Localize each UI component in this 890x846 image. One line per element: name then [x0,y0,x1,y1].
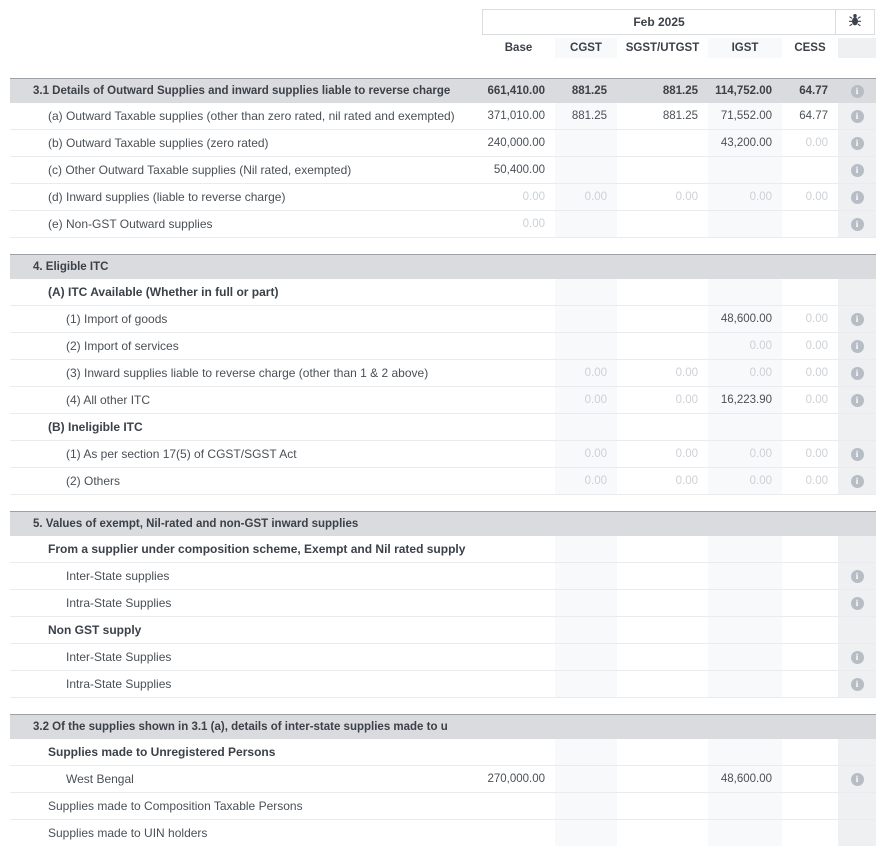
cell-cess [782,211,838,237]
report-section-3 [10,511,876,698]
cell-base [482,512,555,536]
info-cell [838,590,876,616]
cell-sgst [617,211,708,237]
report-row [10,468,876,495]
cell-sgst [617,644,708,670]
info-icon[interactable]: i [851,475,864,488]
report-row [10,441,876,468]
report-row [10,387,876,414]
cell-base [482,644,555,670]
cell-base: 0.00 [522,191,545,203]
cell-cess: 0.00 [805,367,828,379]
cell-sgst: 881.25 [662,110,698,122]
cell-cgst [555,793,617,819]
info-cell [838,387,876,413]
period-label: Feb 2025 [633,15,685,29]
cell-igst [708,563,782,589]
row-label: (3) Inward supplies liable to reverse charge (other than 1 & 2 above) [66,366,429,380]
row-label: West Bengal [66,772,134,786]
cell-igst: 0.00 [708,441,782,467]
cell-igst [708,793,782,819]
info-cell [838,820,876,846]
cell-cgst: 0.00 [555,184,617,210]
section-header[interactable] [10,511,876,536]
cell-cess: 0.00 [805,340,828,352]
cell-base [482,590,555,616]
cell-cgst: 881.25 [555,103,617,129]
info-cell [838,536,876,562]
info-cell [838,793,876,819]
report-section-1 [10,78,876,238]
row-label: Supplies made to UIN holders [48,826,208,840]
report-section-4 [10,714,876,846]
cell-cess [782,536,838,562]
cell-base [482,563,555,589]
info-cell [838,79,876,103]
tax-report-table [10,78,876,846]
cell-sgst [617,590,708,616]
cell-igst: 0.00 [708,468,782,494]
cell-sgst [617,715,708,739]
cell-cess [782,644,838,670]
report-row [10,766,876,793]
cell-cess: 0.00 [805,191,828,203]
cell-base [482,360,555,386]
cell-cgst [555,617,617,643]
row-label: (2) Import of services [66,339,179,353]
report-row [10,536,876,563]
info-cell [838,103,876,129]
row-label: (a) Outward Taxable supplies (other than zero rated, nil rated and exempted) [48,109,455,123]
cell-sgst: 881.25 [662,85,698,97]
cell-cgst: 0.00 [555,441,617,467]
info-cell [838,715,876,739]
info-cell [838,563,876,589]
cell-cgst: 0.00 [555,387,617,413]
cell-cess [782,793,838,819]
cell-base [482,306,555,332]
cell-base: 371,010.00 [487,110,545,122]
cell-base [482,441,555,467]
cell-igst [708,739,782,765]
info-icon[interactable]: i [851,340,864,353]
cell-igst [708,211,782,237]
info-icon[interactable]: i [851,448,864,461]
info-cell [838,279,876,305]
row-label: Non GST supply [48,623,142,637]
info-cell [838,441,876,467]
report-row [10,820,876,846]
cell-cgst [555,671,617,697]
info-icon[interactable]: i [851,678,864,691]
section-header[interactable] [10,714,876,739]
info-icon[interactable]: i [851,651,864,664]
cell-cess [782,563,838,589]
bug-icon [848,13,862,32]
cell-cgst [555,590,617,616]
report-row [10,306,876,333]
info-icon[interactable]: i [851,137,864,150]
cell-sgst: 0.00 [675,367,698,379]
cell-igst: 0.00 [708,184,782,210]
column-header-info [838,38,876,58]
info-icon[interactable]: i [851,367,864,380]
cell-base [482,820,555,846]
info-cell [838,333,876,359]
cell-cgst [555,255,617,279]
report-row [10,157,876,184]
report-row [10,563,876,590]
info-cell [838,512,876,536]
cell-igst [708,715,782,739]
row-label: Inter-State Supplies [66,650,172,664]
cell-cgst [555,715,617,739]
row-label: From a supplier under composition scheme, Exempt and Nil rated supply [48,542,466,556]
cell-cess: 0.00 [805,394,828,406]
cell-base [482,468,555,494]
cell-cgst [555,157,617,183]
report-row [10,739,876,766]
column-header-row [10,38,890,58]
cell-igst [708,644,782,670]
cell-sgst [617,333,708,359]
report-row [10,617,876,644]
info-icon[interactable]: i [851,773,864,786]
cell-cess [782,671,838,697]
cell-base: 50,400.00 [493,164,545,176]
cell-sgst [617,671,708,697]
cell-cess [782,255,838,279]
cell-cess: 0.00 [805,313,828,325]
cell-cgst [555,563,617,589]
info-cell [838,306,876,332]
info-cell [838,766,876,792]
section-header[interactable] [10,254,876,279]
cell-cgst [555,644,617,670]
row-label: Supplies made to Unregistered Persons [48,745,276,759]
report-row [10,184,876,211]
report-row [10,211,876,238]
cell-base [482,739,555,765]
cell-sgst: 0.00 [675,475,698,487]
cell-igst [708,617,782,643]
cell-base [482,387,555,413]
cell-igst: 0.00 [708,333,782,359]
info-icon[interactable]: i [851,597,864,610]
section-header[interactable] [10,78,876,103]
info-icon[interactable]: i [851,394,864,407]
cell-sgst [617,306,708,332]
info-cell [838,671,876,697]
info-cell [838,617,876,643]
cell-cgst: 0.00 [555,360,617,386]
cell-sgst: 0.00 [675,394,698,406]
cell-sgst [617,563,708,589]
cell-sgst [617,279,708,305]
cell-base: 661,410.00 [487,85,545,97]
row-label: (A) ITC Available (Whether in full or part) [48,285,279,299]
column-header-base: Base [504,42,533,54]
info-cell [838,644,876,670]
cell-base [482,255,555,279]
row-label: (e) Non-GST Outward supplies [48,217,213,231]
cell-cgst [555,130,617,156]
cell-igst: 16,223.90 [708,387,782,413]
report-row [10,130,876,157]
cell-cess [782,617,838,643]
report-row [10,793,876,820]
report-row [10,279,876,306]
info-icon[interactable]: i [851,191,864,204]
column-header-spacer [10,38,482,58]
section-title: 3.1 Details of Outward Supplies and inward supplies liable to reverse charge [33,85,451,97]
cell-igst: 48,600.00 [708,766,782,792]
cell-cess: 0.00 [805,137,828,149]
column-header-cgst: CGST [555,38,617,58]
cell-cess [782,279,838,305]
cell-cess: 64.77 [799,85,828,97]
cell-sgst [617,820,708,846]
cell-igst [708,414,782,440]
info-icon[interactable]: i [851,218,864,231]
info-cell [838,360,876,386]
cell-igst [708,157,782,183]
report-row [10,671,876,698]
period-selector[interactable] [482,9,836,35]
row-label: (B) Ineligible ITC [48,420,143,434]
cell-base: 0.00 [522,218,545,230]
cell-cess [782,715,838,739]
section-title: 5. Values of exempt, Nil-rated and non-GST inward supplies [33,518,359,530]
column-header-igst: IGST [708,38,782,58]
cell-base [482,279,555,305]
info-cell [838,130,876,156]
cell-sgst [617,255,708,279]
cell-base [482,793,555,819]
row-label: Intra-State Supplies [66,596,172,610]
info-cell [838,184,876,210]
cell-cess: 0.00 [805,448,828,460]
cell-cess [782,512,838,536]
section-title: 4. Eligible ITC [33,261,109,273]
cell-igst [708,512,782,536]
cell-sgst [617,739,708,765]
cell-sgst [617,512,708,536]
cell-cess [782,820,838,846]
cell-igst [708,279,782,305]
section-title: 3.2 Of the supplies shown in 3.1 (a), details of inter-state supplies made to u [33,721,448,733]
cell-base [482,617,555,643]
cell-sgst: 0.00 [675,191,698,203]
cell-igst [708,820,782,846]
cell-cgst: 881.25 [571,85,607,97]
info-icon[interactable]: i [851,164,864,177]
info-cell [838,157,876,183]
cell-igst: 0.00 [708,360,782,386]
row-label: (2) Others [66,474,121,488]
report-row [10,333,876,360]
cell-sgst [617,766,708,792]
info-icon[interactable]: i [851,313,864,326]
cell-cgst [555,512,617,536]
cell-cess [782,590,838,616]
info-cell [838,211,876,237]
cell-cess [782,157,838,183]
report-row [10,590,876,617]
cell-base: 270,000.00 [487,773,545,785]
cell-cgst: 0.00 [555,468,617,494]
row-label: Supplies made to Composition Taxable Persons [48,799,303,813]
cell-sgst [617,617,708,643]
info-cell [838,414,876,440]
report-row [10,644,876,671]
cell-igst [708,255,782,279]
cell-cgst [555,739,617,765]
cell-cess [782,766,838,792]
info-cell [838,739,876,765]
report-period-header [482,9,890,35]
cell-cgst [555,279,617,305]
cell-cgst [555,536,617,562]
row-label: Intra-State Supplies [66,677,172,691]
info-icon[interactable]: i [851,110,864,123]
cell-cess: 0.00 [805,475,828,487]
cell-base [482,715,555,739]
report-row [10,103,876,130]
row-label: (d) Inward supplies (liable to reverse charge) [48,190,286,204]
row-label: (1) Import of goods [66,312,168,326]
column-header-cess: CESS [794,42,826,54]
info-icon[interactable]: i [851,85,864,98]
cell-base [482,414,555,440]
cell-cess [782,739,838,765]
cell-base [482,536,555,562]
cell-sgst [617,536,708,562]
cell-cess [782,414,838,440]
cell-cgst [555,820,617,846]
cell-cgst [555,211,617,237]
cell-base [482,333,555,359]
debug-button[interactable] [835,9,875,35]
cell-igst [708,590,782,616]
cell-igst: 43,200.00 [708,130,782,156]
cell-igst [708,671,782,697]
cell-cgst [555,766,617,792]
row-label: Inter-State supplies [66,569,170,583]
cell-igst: 48,600.00 [708,306,782,332]
cell-cgst [555,306,617,332]
cell-sgst [617,414,708,440]
info-icon[interactable]: i [851,570,864,583]
column-header-sgst-utgst: SGST/UTGST [625,42,700,54]
cell-base [482,671,555,697]
info-cell [838,468,876,494]
row-label: (c) Other Outward Taxable supplies (Nil rated, exempted) [48,163,352,177]
report-section-2 [10,254,876,495]
cell-cgst [555,333,617,359]
report-row [10,414,876,441]
row-label: (1) As per section 17(5) of CGST/SGST Act [66,447,297,461]
info-cell [838,255,876,279]
cell-sgst [617,157,708,183]
cell-sgst: 0.00 [675,448,698,460]
cell-base: 240,000.00 [487,137,545,149]
cell-igst: 71,552.00 [708,103,782,129]
cell-sgst [617,130,708,156]
cell-cgst [555,414,617,440]
row-label: (4) All other ITC [66,393,151,407]
cell-igst: 114,752.00 [715,85,772,97]
cell-sgst [617,793,708,819]
cell-cess: 64.77 [799,110,828,122]
cell-igst [708,536,782,562]
row-label: (b) Outward Taxable supplies (zero rated) [48,136,269,150]
report-row [10,360,876,387]
